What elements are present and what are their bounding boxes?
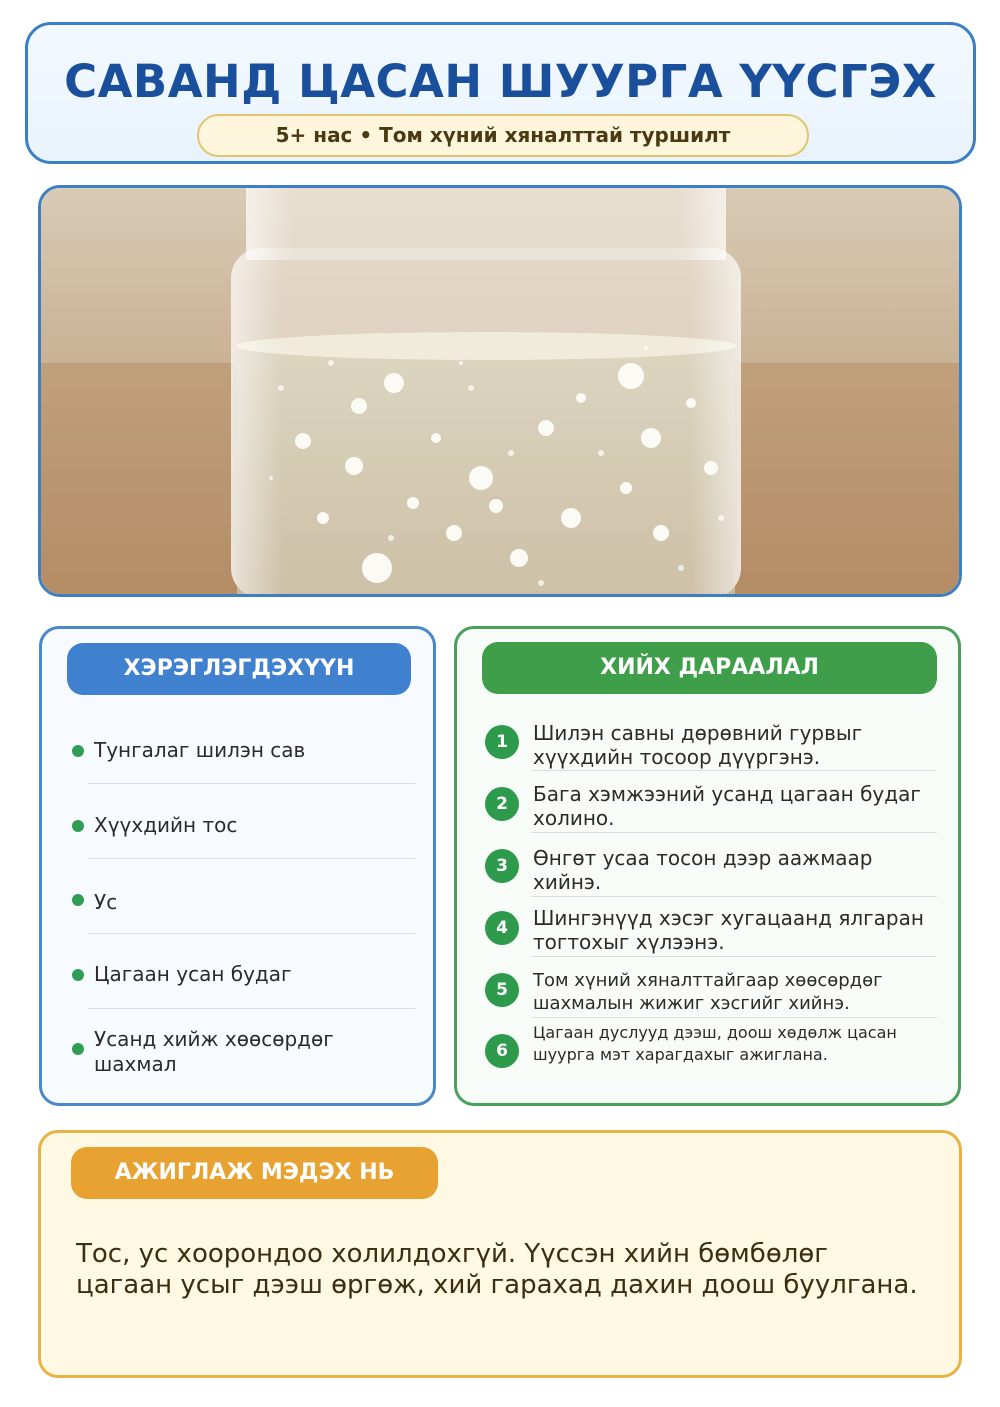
step-number-badge: 4 <box>485 911 519 945</box>
header-card <box>25 22 976 164</box>
divider <box>531 956 937 957</box>
divider <box>88 933 415 934</box>
bullet-icon <box>72 894 84 906</box>
list-item-label: Ус <box>94 890 118 914</box>
divider <box>531 832 937 833</box>
divider <box>88 858 415 859</box>
steps-heading: ХИЙХ ДАРААЛАЛ <box>482 642 937 694</box>
step-text: Том хүний хяналттайгаар хөөсөрдөг шахмалын жижиг хэсгийг хийнэ. <box>533 970 883 1014</box>
step-number-badge: 1 <box>485 725 519 759</box>
divider <box>531 770 937 771</box>
age-badge: 5+ нас • Том хүний хяналттай туршилт <box>197 114 809 157</box>
divider <box>88 783 415 784</box>
page-title: САВАНД ЦАСАН ШУУРГА ҮҮСГЭХ <box>64 55 937 108</box>
divider <box>88 1008 415 1009</box>
step-number-badge: 6 <box>485 1034 519 1068</box>
bullet-icon <box>72 745 84 757</box>
glass-jar-photo-icon <box>41 188 959 594</box>
divider <box>531 1017 937 1018</box>
list-item-label: Цагаан усан будаг <box>94 962 292 986</box>
bullet-icon <box>72 1043 84 1055</box>
bullet-icon <box>72 969 84 981</box>
observation-panel <box>38 1130 962 1378</box>
step-text: Өнгөт усаа тосон дээр аажмаар хийнэ. <box>533 846 873 894</box>
step-number-badge: 3 <box>485 849 519 883</box>
materials-panel <box>39 626 436 1106</box>
list-item-label: Усанд хийж хөөсөрдөг шахмал <box>94 1027 334 1076</box>
step-text: Цагаан дуслууд дээш, доош хөдөлж цасан шуурга мэт харагдахыг ажиглана. <box>533 1023 897 1064</box>
step-text: Шилэн савны дөрөвний гурвыг хүүхдийн тосоор дүүргэнэ. <box>533 721 863 769</box>
divider <box>531 896 937 897</box>
step-number-badge: 2 <box>485 787 519 821</box>
list-item-label: Хүүхдийн тос <box>94 813 238 837</box>
observation-text: Тос, ус хоорондоо холилдохгүй. Үүссэн хийн бөмбөлөг цагаан усыг дээш өргөж, хий гарахад дахин доош буулгана. <box>76 1239 918 1300</box>
steps-panel <box>454 626 961 1106</box>
step-text: Шингэнүүд хэсэг хугацаанд ялгаран тогтохыг хүлээнэ. <box>533 906 924 954</box>
bullet-icon <box>72 820 84 832</box>
jar-photo <box>38 185 962 597</box>
step-text: Бага хэмжээний усанд цагаан будаг холино. <box>533 782 921 830</box>
materials-heading: ХЭРЭГЛЭГДЭХҮҮН <box>67 643 411 695</box>
step-number-badge: 5 <box>485 973 519 1007</box>
list-item-label: Тунгалаг шилэн сав <box>94 738 306 762</box>
observation-heading: АЖИГЛАЖ МЭДЭХ НЬ <box>71 1147 438 1199</box>
